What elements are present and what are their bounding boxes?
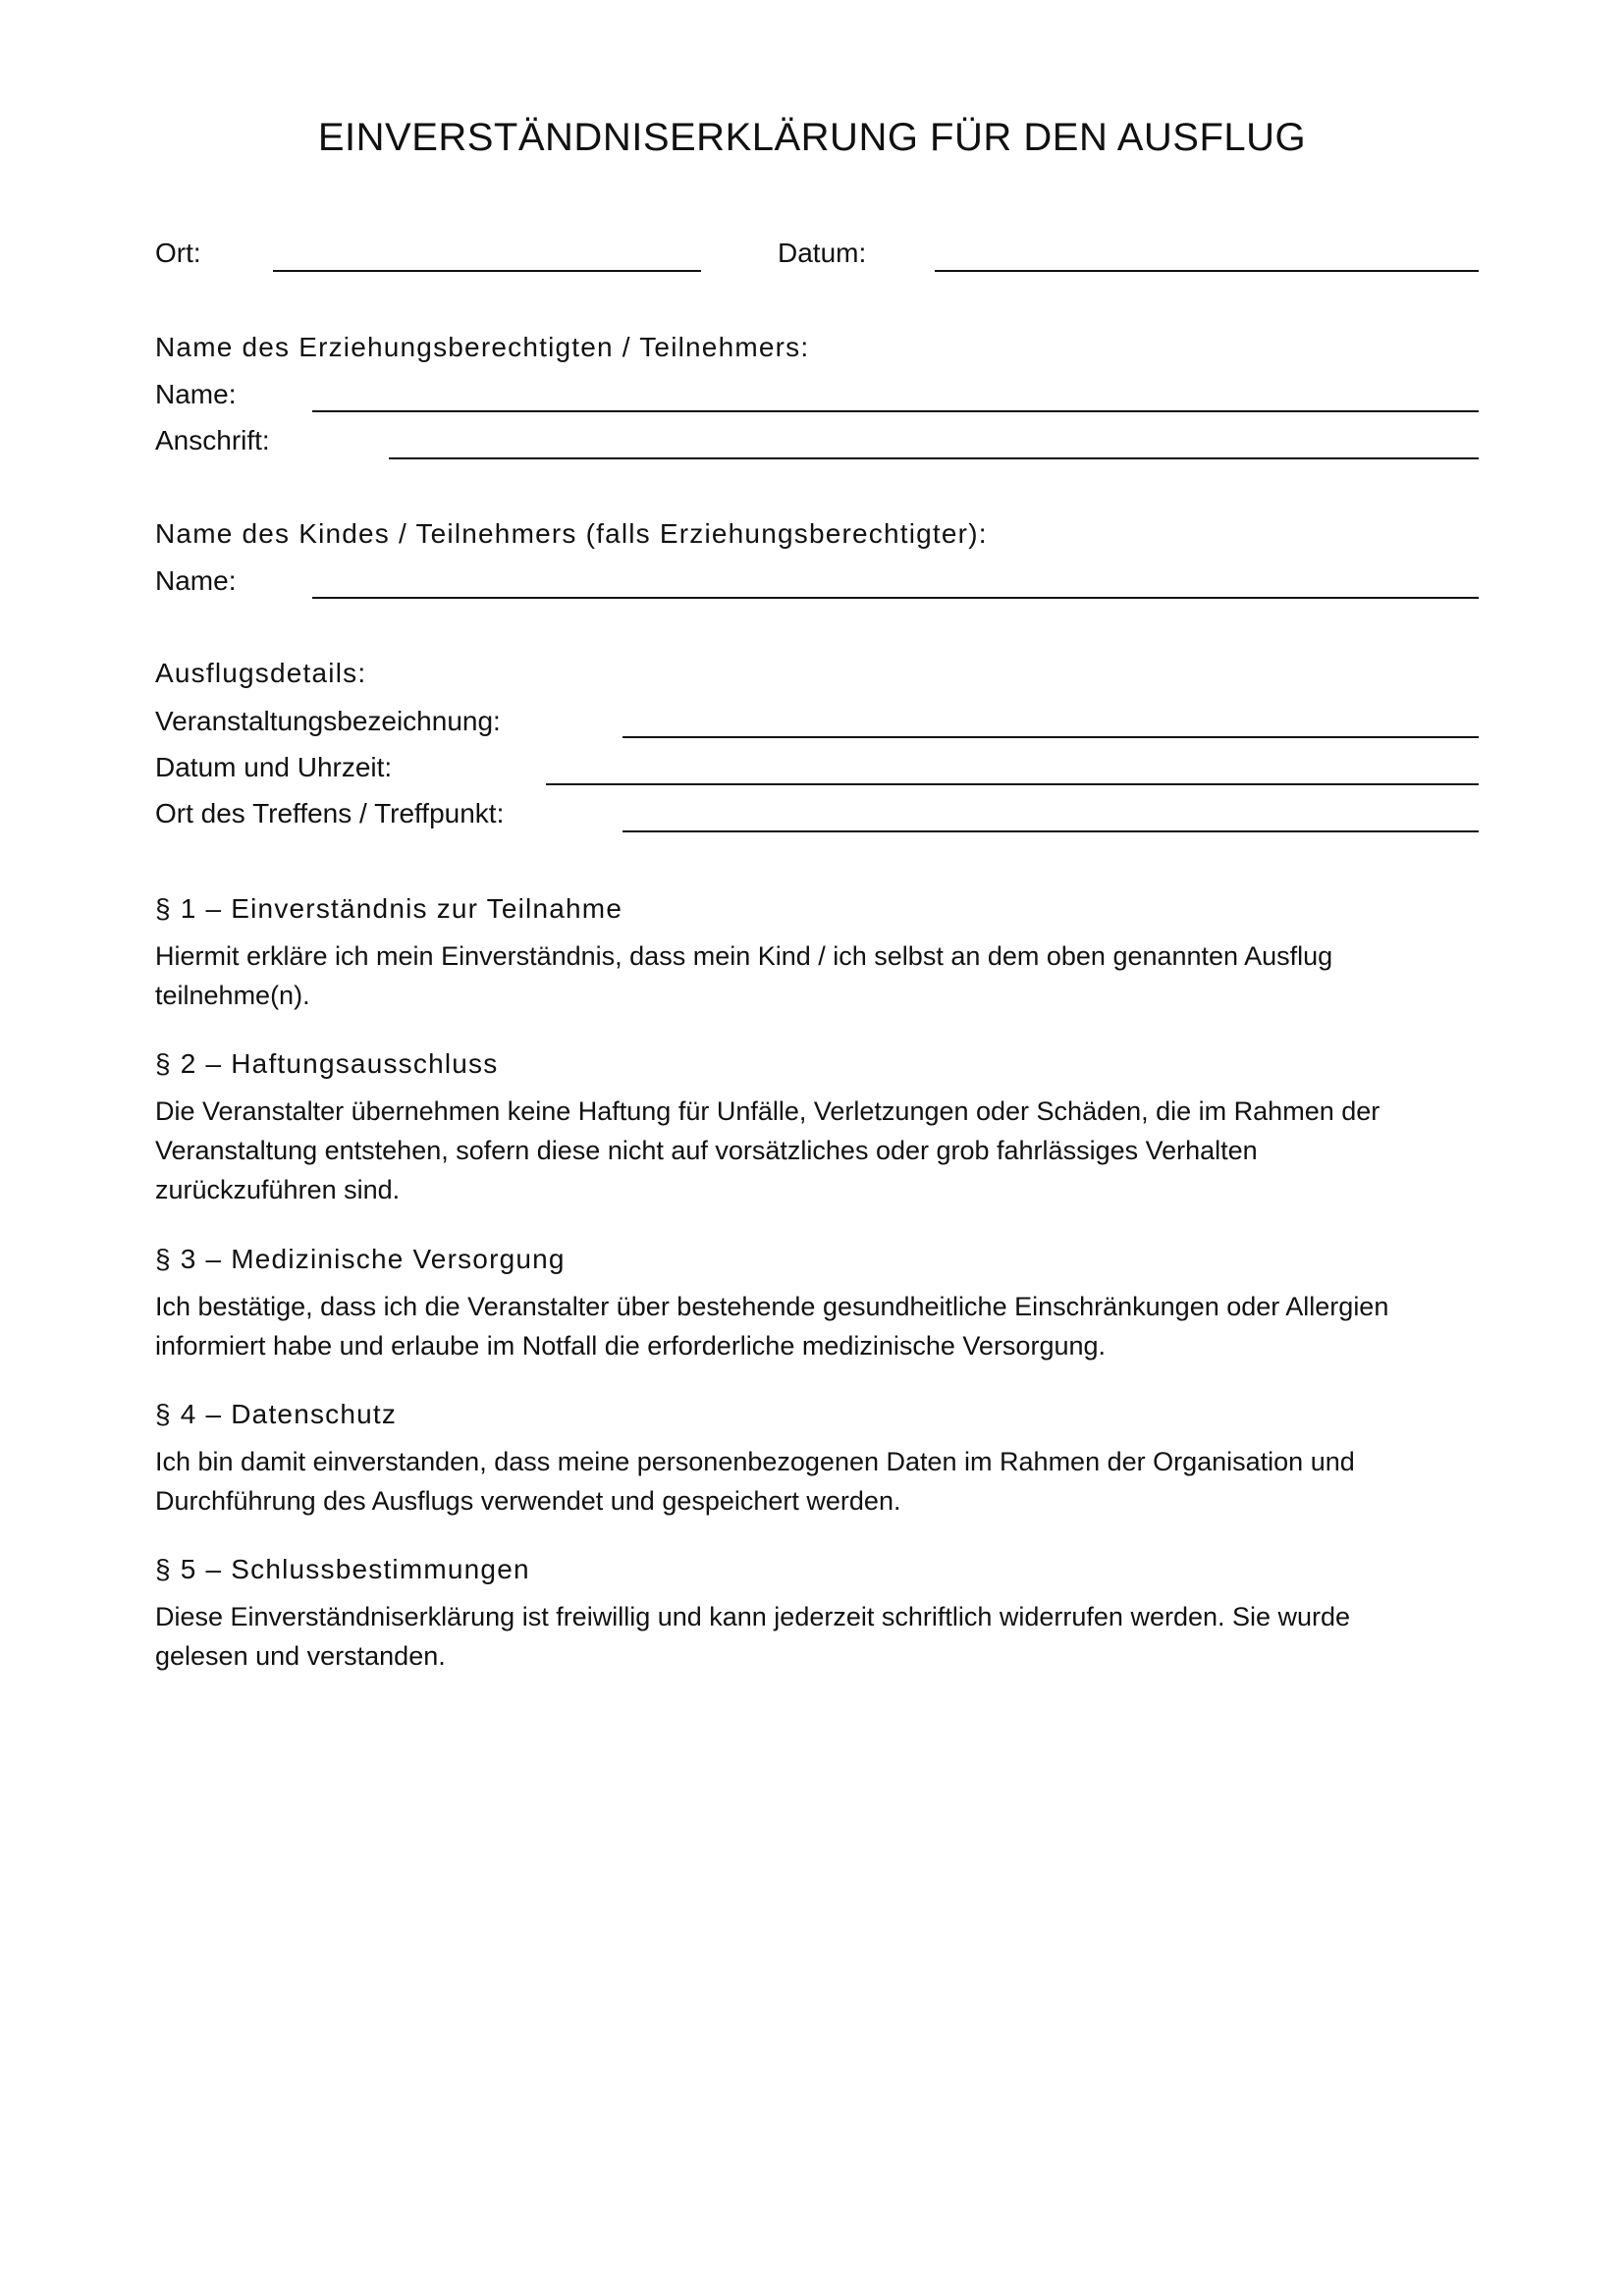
section-4-line-1: Ich bin damit einverstanden, dass meine personenbezogenen Daten im Rahmen der Organisation und xyxy=(155,1447,1355,1476)
meeting-point-label: Ort des Treffens / Treffpunkt: xyxy=(155,798,505,828)
section-3-line-1: Ich bestätige, dass ich die Veranstalter über bestehende gesundheitliche Einschränkungen oder Allergien xyxy=(155,1292,1389,1321)
section-4-line-2: Durchführung des Ausflugs verwendet und gespeichert werden. xyxy=(155,1486,901,1516)
trip-details-heading: Ausflugsdetails: xyxy=(155,658,367,688)
section-1-line-1: Hiermit erkläre ich mein Einverständnis, dass mein Kind / ich selbst an dem oben genannten Ausflug xyxy=(155,941,1333,971)
event-name-field-line[interactable] xyxy=(623,736,1479,738)
guardian-address-field-line[interactable] xyxy=(389,457,1479,459)
datum-field-line[interactable] xyxy=(935,270,1479,272)
guardian-name-field-line[interactable] xyxy=(312,410,1479,412)
section-5-body xyxy=(155,1597,1490,1676)
section-4-body xyxy=(155,1442,1490,1521)
section-1-body xyxy=(155,936,1490,1015)
ort-label: Ort: xyxy=(155,238,201,268)
guardian-heading: Name des Erziehungsberechtigten / Teilnehmers: xyxy=(155,332,810,362)
datetime-field-line[interactable] xyxy=(546,783,1479,785)
meeting-point-field-line[interactable] xyxy=(623,830,1479,832)
event-name-label: Veranstaltungsbezeichnung: xyxy=(155,706,501,736)
section-3-title: § 3 – Medizinische Versorgung xyxy=(155,1244,566,1274)
guardian-address-label: Anschrift: xyxy=(155,425,270,455)
section-2-line-1: Die Veranstalter übernehmen keine Haftung für Unfälle, Verletzungen oder Schäden, die im Rahmen der xyxy=(155,1096,1380,1126)
section-2-body xyxy=(155,1092,1490,1209)
child-heading: Name des Kindes / Teilnehmers (falls Erziehungsberechtigter): xyxy=(155,518,988,549)
child-name-field-line[interactable] xyxy=(312,597,1479,599)
section-2-title: § 2 – Haftungsausschluss xyxy=(155,1048,499,1079)
page-title: EINVERSTÄNDNISERKLÄRUNG FÜR DEN AUSFLUG xyxy=(317,116,1307,159)
section-1-title: § 1 – Einverständnis zur Teilnahme xyxy=(155,893,623,924)
child-name-label: Name: xyxy=(155,565,237,596)
section-2-line-3: zurückzuführen sind. xyxy=(155,1175,401,1204)
datum-label: Datum: xyxy=(778,238,867,268)
section-3-body xyxy=(155,1287,1490,1365)
section-1-line-2: teilnehme(n). xyxy=(155,981,310,1010)
ort-field-line[interactable] xyxy=(273,270,701,272)
section-4-title: § 4 – Datenschutz xyxy=(155,1399,398,1429)
section-2-line-2: Veranstaltung entstehen, sofern diese nicht auf vorsätzliches oder grob fahrlässiges Verhalten xyxy=(155,1136,1258,1165)
datetime-label: Datum und Uhrzeit: xyxy=(155,752,393,782)
section-5-title: § 5 – Schlussbestimmungen xyxy=(155,1554,530,1584)
section-3-line-2: informiert habe und erlaube im Notfall die erforderliche medizinische Versorgung. xyxy=(155,1331,1107,1361)
section-5-line-1: Diese Einverständniserklärung ist freiwillig und kann jederzeit schriftlich widerrufen werden. Sie wurde xyxy=(155,1602,1351,1631)
section-5-line-2: gelesen und verstanden. xyxy=(155,1641,446,1671)
guardian-name-label: Name: xyxy=(155,379,237,409)
